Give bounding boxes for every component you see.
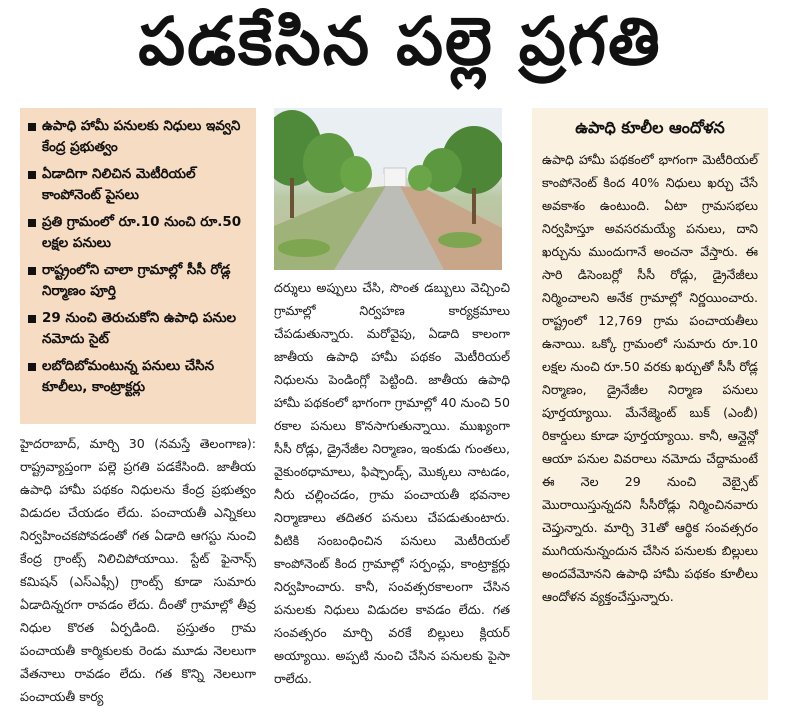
sidebar-title: ఉపాధి కూలీల ఆందోళన [575,118,725,137]
photo-illustration [274,108,502,270]
square-bullet-icon [28,123,36,131]
highlight-text: 29 నుంచి తెరుచుకోని ఉపాధి పనుల నమోదు సైట్ [42,310,237,347]
highlight-item [26,164,250,206]
article-column-1: హైదరాబాద్, మార్చి 30 (నమస్తే తెలంగాణ): రాష్ట్రవ్యాప్తంగా పల్లె ప్రగతి పడకేసింది. జాతీయ ఉపాధి హామీ పథకం నిధులను కేంద్ర ప్రభుత్వం విడుదల చేయడం లేదు. పంచాయతీ ఎన్నికలు నిర్వహించకపోవడంతో గత ఏడాది ఆగస్టు నుంచి కేంద్ర గ్రాంట్స్ నిలిచిపోయాయి. స్టేట్ ఫైనాన్స్ కమిషన్ (ఎస్ఎఫ్సీ) గ్రాంట్స్ కూడా సుమారు ఏడాదిన్నరగా రావడం లేదు. దీంతో గ్రామాల్లో తీవ్ర నిధుల కొరత ఏర్పడింది. ప్రస్తుతం గ్రామ పంచాయతీ కార్మికులకు రెండు మూడు నెలలుగా వేతనాలు రావడం లేదు. గత కొన్ని నెలలుగా పంచాయతీ కార్య [20,436,256,704]
highlight-text: ఏడాదిగా నిలిచిన మెటీరియల్ కాంపోనెంట్ పైసలు [42,166,196,203]
article-column-2: దర్శులు అప్పులు చేసి, సొంత డబ్బులు వెచ్చించి గ్రామాల్లో నిర్వహణ కార్యక్రమాలు చేపడుతున్నారు. మరోవైపు, ఏడాది కాలంగా జాతీయ ఉపాధి హామీ పథకం మెటీరియల్ నిధులను పెండింగ్లో పెట్టింది. జాతీయ ఉపాధి హామీ పథకంలో భాగంగా గ్రామాల్లో 40 నుంచి 50 రకాల పనులు కొనసాగుతున్నాయి. ముఖ్యంగా సీసీ రోడ్లు, డ్రైనేజీల నిర్మాణం, ఇంకుడు గుంతలు, వైకుంఠధామాలు, ఫిష్పాండ్స్, మొక్కలు నాటడం, నీరు చల్లించడం, గ్రామ పంచాయతీ భవనాల నిర్మాణాలు తదితర పనులు చేపడుతుంటారు. వీటికి సంబంధించిన పనులు మెటీరియల్ కాంపోనెంట్ కింద గ్రామాల్లో సర్పంచ్లు, కాంట్రాక్టర్లు నిర్వహించారు. కానీ, సంవత్సరకాలంగా చేసిన పనులకు నిధులు విడుదల కావడం లేదు. గత సంవత్సరం మార్చి వరకే బిల్లులు క్లియర్ అయ్యాయి. అప్పటి నుంచి చేసిన పనులకు పైసా రాలేదు. [274,280,510,686]
square-bullet-icon [28,219,36,227]
sidebar-box [532,108,768,700]
highlight-text: ఉపాధి హామీ పనులకు నిధులు ఇవ్వని కేంద్ర ప్రభుత్వం [42,118,241,155]
highlight-item [26,260,250,302]
highlight-text: రాష్ట్రంలోని చాలా గ్రామాల్లో సీసీ రోడ్ల నిర్మాణం పూర్తి [42,262,231,299]
highlight-item [26,212,250,254]
square-bullet-icon [28,171,36,179]
highlight-text: లబోదిబోమంటున్న పనులు చేసిన కూలీలు, కాంట్రాక్టర్లు [42,358,215,395]
highlight-item [26,308,250,350]
highlight-item [26,116,250,158]
highlights-box [20,108,256,424]
sidebar-body: ఉపాధి హామీ పథకంలో భాగంగా మెటీరియల్ కాంపోనెంట్ కింద 40% నిధులు ఖర్చు చేసే అవకాశం ఉంటుంది. ఏటా గ్రామసభలు నిర్వహిస్తూ అవసరమయ్యే పనులు, దాని ఖర్చును ముందుగానే అంచనా వేస్తారు. ఈ సారి డిసెంబర్లో సీసీ రోడ్లు, డ్రైనేజీలు నిర్మించాలని అనేక గ్రామాల్లో నిర్ణయించారు. రాష్ట్రంలో 12,769 గ్రామ పంచాయతీలు ఉనాయి. ఒక్కో గ్రామంలో సుమారు రూ.10 లక్షల నుంచి రూ.50 వరకు ఖర్చుతో సీసీ రోడ్ల నిర్మాణం, డ్రైనేజీల నిర్మాణ పనులు పూర్తయ్యాయి. మేనేజ్మెంట్ బుక్ (ఎంబీ) రికార్డులు కూడా పూర్తయ్యాయి. కానీ, ఆన్లైన్లో ఆయా పనుల వివరాలు నమోదు చేద్దామంటే ఈ నెల 29 నుంచి వెబ్సైట్ మొరాయిస్తున్నదని సీసీరోడ్లు నిర్మించినవారు చెప్తున్నారు. మార్చి 31తో ఆర్థిక సంవత్సరం ముగియనున్నందున చేసిన పనులకు బిల్లులు అందవేమోనని ఉపాధి హామీ పథకం కూలీలు ఆందోళన వ్యక్తంచేస్తున్నారు. [542,152,758,604]
highlight-text: ప్రతి గ్రామంలో రూ.10 నుంచి రూ.50 లక్షల పనులు [42,214,242,251]
square-bullet-icon [28,267,36,275]
highlight-item [26,356,250,398]
village-cc-road-photo [274,108,502,270]
square-bullet-icon [28,315,36,323]
square-bullet-icon [28,363,36,371]
headline: పడకేసిన పల్లె ప్రగతి [138,2,662,80]
